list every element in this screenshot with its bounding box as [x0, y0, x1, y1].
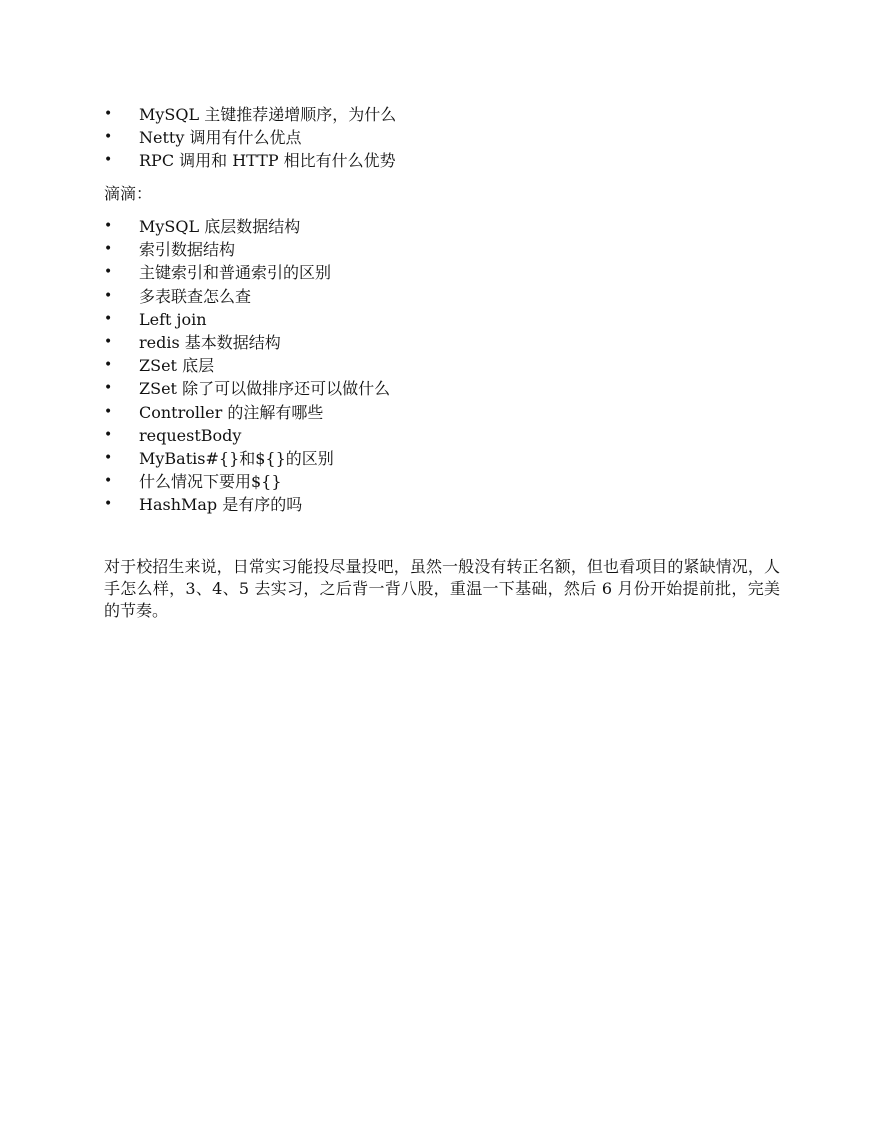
list-item — [104, 149, 396, 172]
bullet-icon: • — [104, 310, 113, 327]
list-item — [104, 401, 390, 424]
question-list-1 — [104, 103, 396, 173]
section-heading-didi: 滴滴： — [104, 184, 153, 203]
bullet-icon: • — [104, 403, 113, 420]
list-item — [104, 493, 390, 516]
bullet-icon: • — [104, 357, 113, 374]
question-list-2 — [104, 215, 390, 516]
list-item-text: ZSet 除了可以做排序还可以做什么 — [139, 379, 391, 399]
list-item — [104, 424, 390, 447]
list-item-text: 什么情况下要用${} — [139, 472, 282, 492]
list-item-text: requestBody — [139, 425, 242, 445]
list-item-text: redis 基本数据结构 — [139, 332, 281, 352]
list-item-text: MySQL 底层数据结构 — [139, 217, 301, 236]
bullet-icon: • — [104, 264, 113, 281]
bullet-icon: • — [104, 106, 113, 122]
list-item-text: RPC 调用和 HTTP 相比有什么优势 — [139, 151, 396, 171]
list-item-text: 索引数据结构 — [139, 240, 236, 260]
bullet-icon: • — [104, 380, 113, 397]
list-item — [104, 103, 396, 126]
bullet-icon: • — [104, 426, 113, 443]
list-item — [104, 261, 390, 284]
list-item-text: HashMap 是有序的吗 — [139, 495, 303, 515]
list-item — [104, 377, 390, 400]
list-item-text: ZSet 底层 — [139, 356, 215, 376]
bullet-icon: • — [104, 152, 113, 169]
bullet-icon: • — [104, 333, 113, 350]
summary-paragraph: 对于校招生来说，日常实习能投尽量投吧，虽然一般没有转正名额，但也看项目的紧缺情况，人手怎么样，3、4、5 去实习，之后背一背八股，重温一下基础，然后 6 月份开始提前批，完美的节奏。 — [104, 557, 780, 620]
list-item-text: MyBatis#{}和${}的区别 — [139, 448, 334, 468]
list-item — [104, 215, 390, 238]
list-item — [104, 126, 396, 149]
list-item — [104, 238, 390, 261]
list-item — [104, 470, 390, 493]
list-item-text: 主键索引和普通索引的区别 — [139, 263, 332, 283]
list-item-text: 多表联查怎么查 — [139, 286, 252, 306]
list-item-text: Controller 的注解有哪些 — [139, 402, 324, 422]
list-item — [104, 447, 390, 470]
bullet-icon: • — [104, 129, 113, 146]
list-item — [104, 354, 390, 377]
bullet-icon: • — [104, 241, 113, 258]
bullet-icon: • — [104, 449, 113, 466]
list-item-text: Netty 调用有什么优点 — [139, 128, 302, 148]
list-item — [104, 285, 390, 308]
bullet-icon: • — [104, 287, 113, 304]
bullet-icon: • — [104, 218, 113, 234]
bullet-icon: • — [104, 473, 113, 490]
list-item — [104, 331, 390, 354]
bullet-icon: • — [104, 496, 113, 513]
list-item-text: Left join — [139, 309, 207, 329]
list-item — [104, 308, 390, 331]
list-item-text: MySQL 主键推荐递增顺序，为什么 — [139, 105, 397, 124]
